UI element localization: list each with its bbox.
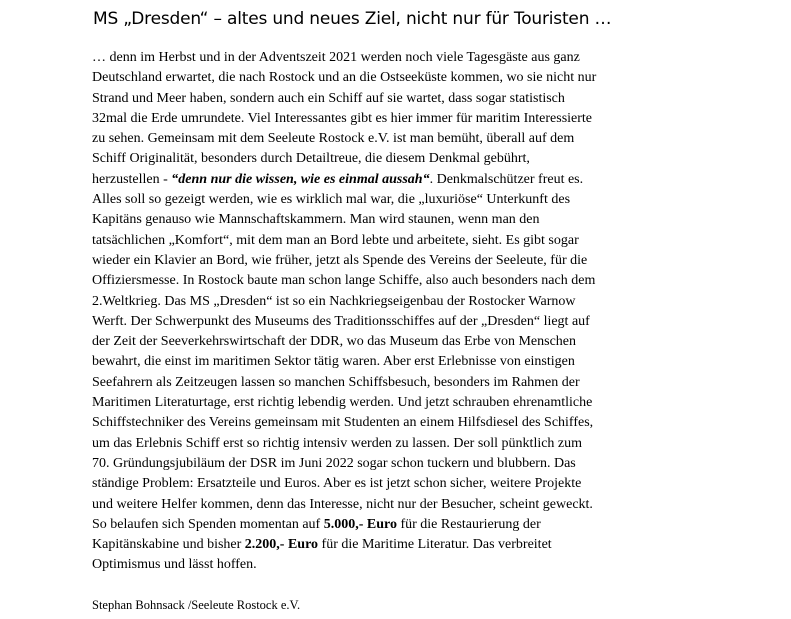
body-line: wieder ein Klavier an Bord, wie früher, jetzt als Spende des Vereins der Seeleute, für die — [92, 252, 588, 268]
body-line-quote — [92, 170, 712, 190]
body-line: Optimismus und lässt hoffen. — [92, 557, 257, 573]
body-line: Alles soll so gezeigt werden, wie es wirklich mal war, die „luxuriöse“ Unterkunft des — [92, 192, 571, 208]
body-line: Strand und Meer haben, sondern auch ein Schiff auf sie wartet, dass sogar statistisch — [92, 90, 565, 106]
donation-text: So belaufen sich Spenden momentan auf — [92, 516, 324, 532]
article-body — [92, 48, 712, 576]
donation-amount-literature: 2.200,- Euro — [244, 537, 319, 553]
body-line: Kapitäns genauso wie Mannschaftskammern. Man wird staunen, wenn man den — [92, 212, 540, 228]
body-line: Schiff Originalität, besonders durch Detailtreue, die diesem Denkmal gebührt, — [92, 151, 530, 167]
body-line: Werft. Der Schwerpunkt des Museums des Traditionsschiffes auf der „Dresden“ liegt auf — [92, 313, 590, 329]
body-line: tatsächlichen „Komfort“, mit dem man an Bord lebte und arbeitete, sieht. Es gibt sogar — [92, 232, 579, 248]
body-line-donation — [92, 535, 712, 555]
donation-text: für die Restaurierung der — [396, 516, 541, 532]
body-line: Offiziersmesse. In Rostock baute man schon lange Schiffe, also auch besonders nach dem — [92, 273, 596, 289]
article-title: MS „Dresden“ – altes und neues Ziel, nicht nur für Touristen … — [93, 9, 612, 29]
body-line: ständige Problem: Ersatzteile und Euros. Aber es ist jetzt schon sicher, weitere Projekte — [92, 476, 582, 492]
body-line: der Zeit der Seeverkehrswirtschaft der DDR, wo das Museum das Erbe von Menschen — [92, 334, 577, 350]
body-line-donation — [92, 515, 712, 535]
donation-amount-restoration: 5.000,- Euro — [323, 516, 397, 532]
quote-prefix: herzustellen - — [92, 171, 172, 187]
emphasized-quote: “denn nur die wissen, wie es einmal aussah“ — [171, 171, 430, 187]
body-line: Seefahrern als Zeitzeugen lassen so manchen Schiffsbesuch, besonders im Rahmen der — [92, 374, 580, 390]
body-line: 32mal die Erde umrundete. Viel Interessantes gibt es hier immer für maritim Interessierte — [92, 110, 593, 126]
body-line: … denn im Herbst und in der Adventszeit 2021 werden noch viele Tagesgäste aus ganz — [92, 50, 580, 65]
quote-suffix: . Denkmalschützer freut es. — [429, 171, 584, 187]
body-line: Deutschland erwartet, die nach Rostock und an die Ostseeküste kommen, wo sie nicht nur — [92, 70, 597, 86]
body-line: 70. Gründungsjubiläum der DSR im Juni 2022 sogar schon tuckern und blubbern. Das — [92, 455, 576, 471]
body-line: Schiffstechniker des Vereins gemeinsam mit Studenten an einem Hilfsdiesel des Schiffes, — [92, 415, 594, 431]
body-line: bewahrt, die einst im maritimen Sektor tätig waren. Aber erst Erlebnisse von einstigen — [92, 354, 575, 370]
donation-text: Kapitänskabine und bisher — [92, 537, 245, 553]
author-signature: Stephan Bohnsack /Seeleute Rostock e.V. — [92, 598, 301, 612]
donation-text: für die Maritime Literatur. Das verbreitet — [318, 537, 552, 553]
body-line: um das Erlebnis Schiff erst so richtig intensiv werden zu lassen. Der soll pünktlich zum — [92, 435, 583, 451]
body-line: zu sehen. Gemeinsam mit dem Seeleute Rostock e.V. ist man bemüht, überall auf dem — [92, 131, 575, 147]
body-line: und weitere Helfer kommen, denn das Interesse, nicht nur der Besucher, scheint geweckt. — [92, 496, 593, 512]
body-line: Maritimen Literaturtage, erst richtig lebendig werden. Und jetzt schrauben ehrenamtliche — [92, 395, 593, 411]
body-line: 2.Weltkrieg. Das MS „Dresden“ ist so ein Nachkriegseigenbau der Rostocker Warnow — [92, 293, 576, 309]
